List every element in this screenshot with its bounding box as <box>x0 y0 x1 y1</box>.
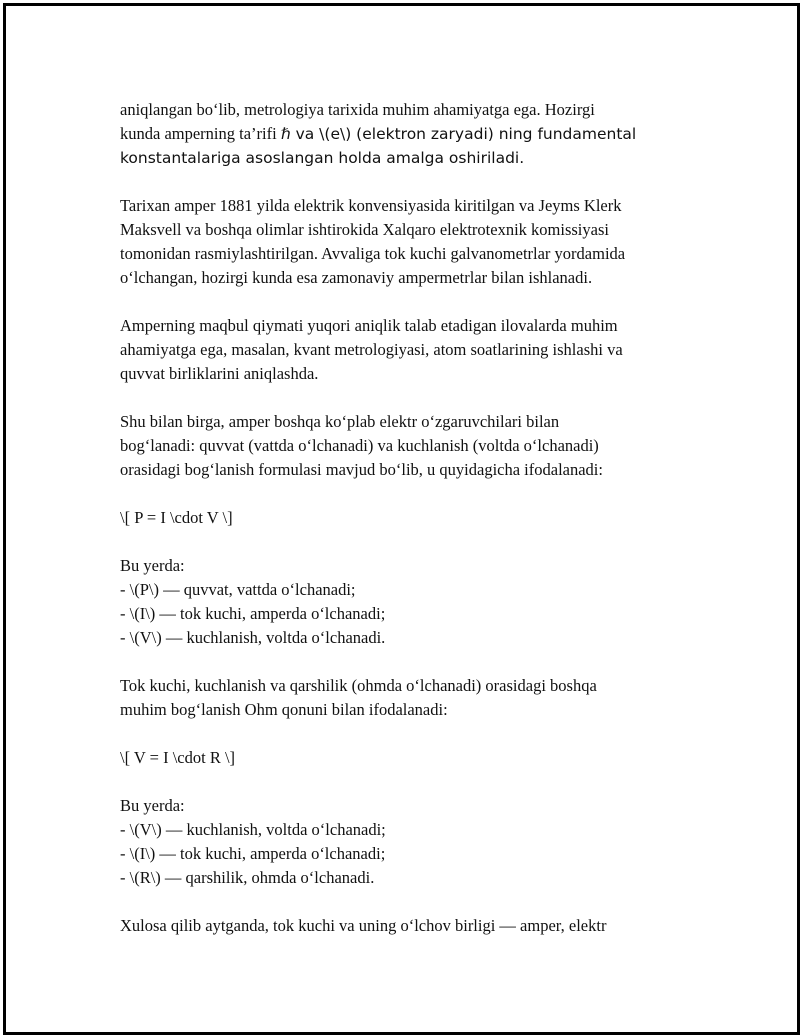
list-item: - \(P\) — quvvat, vattda o‘lchanadi; <box>120 580 356 599</box>
paragraph-line: Tarixan amper 1881 yilda elektrik konvensiyasida kiritilgan va Jeyms Klerk <box>120 196 622 215</box>
formula-power: \[ P = I \cdot V \] <box>120 508 233 527</box>
formula-ohm: \[ V = I \cdot R \] <box>120 748 236 767</box>
document-body <box>120 98 690 962</box>
paragraph-line: o‘lchangan, hozirgi kunda esa zamonaviy ampermetrlar bilan ishlanadi. <box>120 268 593 287</box>
paragraph-line <box>120 122 690 146</box>
list-item: - \(I\) — tok kuchi, amperda o‘lchanadi; <box>120 844 386 863</box>
paragraph-line: Maksvell va boshqa olimlar ishtirokida Xalqaro elektrotexnik komissiyasi <box>120 220 609 239</box>
paragraph-line: konstantalariga asoslangan holda amalga oshiriladi. <box>120 149 525 167</box>
paragraph-line: ahamiyatga ega, masalan, kvant metrologiyasi, atom soatlarining ishlashi va <box>120 340 623 359</box>
paragraph-4 <box>120 410 690 482</box>
paragraph-1 <box>120 98 690 170</box>
document-page <box>3 3 800 1035</box>
paragraph-2 <box>120 194 690 290</box>
list-item: - \(V\) — kuchlanish, voltda o‘lchanadi; <box>120 820 386 839</box>
list-intro: Bu yerda: <box>120 556 185 575</box>
paragraph-line: aniqlangan bo‘lib, metrologiya tarixida muhim ahamiyatga ega. Hozirgi <box>120 100 595 119</box>
paragraph-line: Shu bilan birga, amper boshqa ko‘plab elektr o‘zgaruvchilari bilan <box>120 412 560 431</box>
paragraph-line: bog‘lanadi: quvvat (vattda o‘lchanadi) va kuchlanish (voltda o‘lchanadi) <box>120 436 599 455</box>
paragraph-5 <box>120 674 690 722</box>
paragraph-line: quvvat birliklarini aniqlashda. <box>120 364 319 383</box>
text-run: kunda amperning ta’rifi <box>120 124 281 143</box>
definition-list-2 <box>120 794 690 890</box>
list-intro: Bu yerda: <box>120 796 185 815</box>
paragraph-line: muhim bog‘lanish Ohm qonuni bilan ifodalanadi: <box>120 700 448 719</box>
paragraph-6 <box>120 914 690 938</box>
list-item: - \(V\) — kuchlanish, voltda o‘lchanadi. <box>120 628 386 647</box>
text-run-sans: ℏ va \(e\) (elektron zaryadi) ning fundamental <box>280 125 637 143</box>
paragraph-line: Xulosa qilib aytganda, tok kuchi va uning o‘lchov birligi — amper, elektr <box>120 916 607 935</box>
list-item: - \(I\) — tok kuchi, amperda o‘lchanadi; <box>120 604 386 623</box>
paragraph-line: Amperning maqbul qiymati yuqori aniqlik talab etadigan ilovalarda muhim <box>120 316 618 335</box>
paragraph-line: orasidagi bog‘lanish formulasi mavjud bo‘lib, u quyidagicha ifodalanadi: <box>120 460 603 479</box>
definition-list-1 <box>120 554 690 650</box>
paragraph-line: Tok kuchi, kuchlanish va qarshilik (ohmda o‘lchanadi) orasidagi boshqa <box>120 676 597 695</box>
paragraph-line: tomonidan rasmiylashtirilgan. Avvaliga tok kuchi galvanometrlar yordamida <box>120 244 626 263</box>
list-item: - \(R\) — qarshilik, ohmda o‘lchanadi. <box>120 868 375 887</box>
paragraph-3 <box>120 314 690 386</box>
